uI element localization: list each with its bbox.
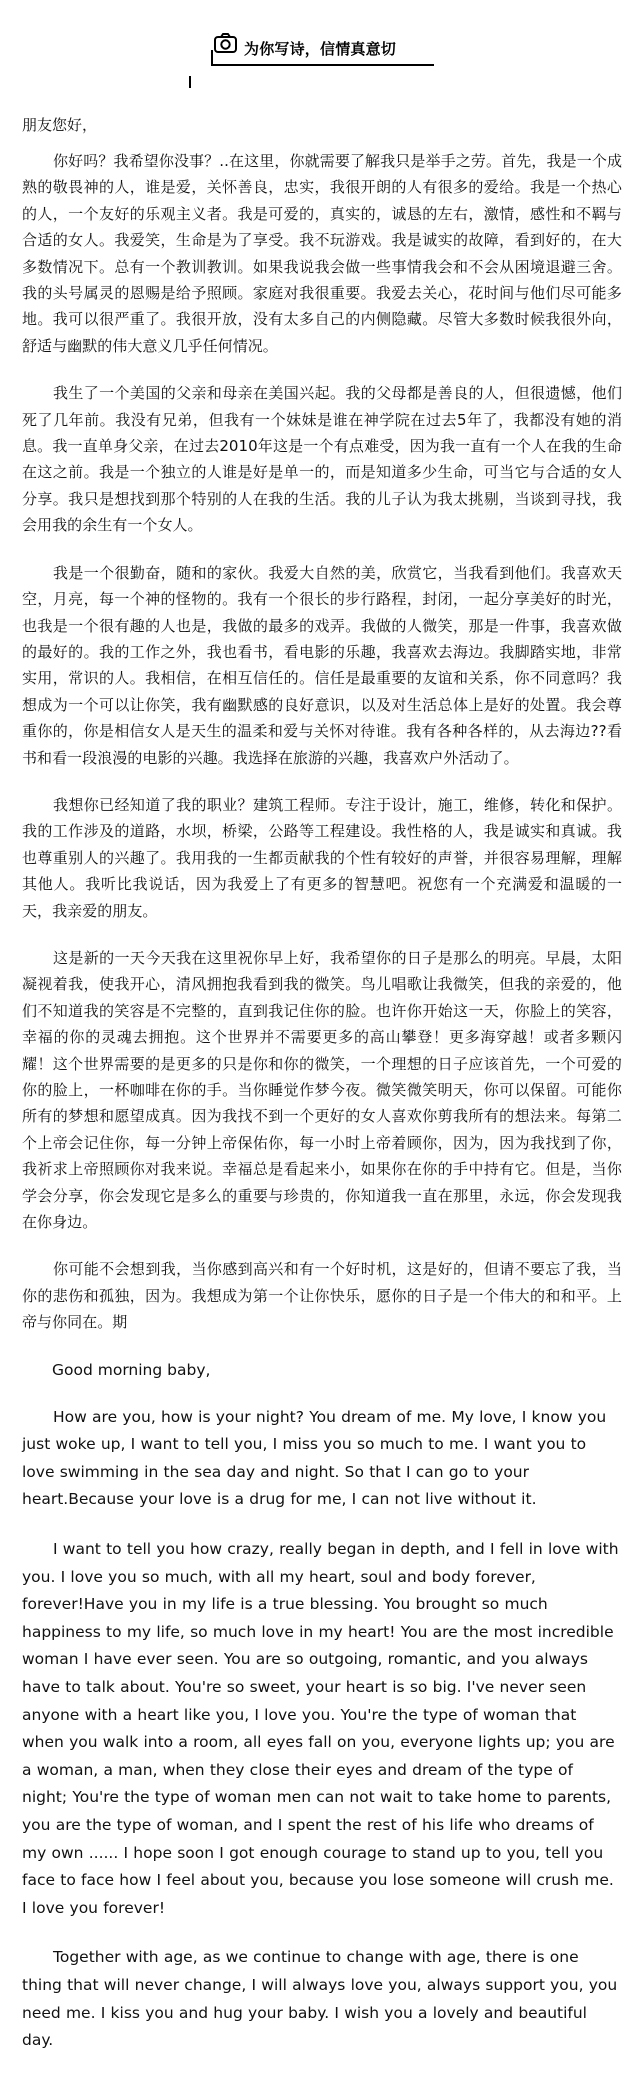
paragraph-en-1: How are you, how is your night? You dream of me. My love, I know you just woke up, I want to tell you, I miss you so much to me. I want you to love swimming in the sea day and night. So that I can go to your heart.Because your love is a drug for me, I can not live without it. (22, 1407, 607, 1509)
paragraph-cn-5: 这是新的一天今天我在这里祝你早上好，我希望你的日子是那么的明亮。早晨，太阳凝视着我，使我开心，清风拥抱我看到我的微笑。鸟儿唱歌让我微笑，但我的亲爱的，他们不知道我的笑容是不完整的，直到我记住你的脸。也许你开始这一天，你脸上的笑容，幸福的你的灵魂去拥抱。这个世界并不需要更多的高山攀登！更多海穿越！或者多颗闪耀！这个世界需要的是更多的只是你和你的微笑，一个理想的日子应该首先，一个可爱的你的脸上，一杯咖啡在你的手。当你睡觉作梦今夜。微笑微笑明天，你可以保留。可能你所有的梦想和愿望成真。因为我找不到一个更好的女人喜欢你剪我所有的想法来。每第二个上帝会记住你，每一分钟上帝保佑你，每一小时上帝着顾你，因为，因为我找到了你，我祈求上帝照顾你对我来说。幸福总是看起来小，如果你在你的手中持有它。但是，当你学会分享，你会发现它是多么的重要与珍贵的，你知道我一直在那里，永远，你会发现我在你身边。 (22, 948, 622, 1232)
header-tick-mark (189, 76, 191, 88)
header-left-rule (211, 50, 213, 66)
letter-body (22, 104, 622, 2077)
header-underline (212, 64, 434, 66)
paragraph-en-3: Together with age, as we continue to change with age, there is one thing that will never change, I will always love you, always support you, you need me. I kiss you and hug your baby. I wish you a lovely and beautiful day. (22, 1948, 618, 2050)
paragraph-cn-2: 我生了一个美国的父亲和母亲在美国兴起。我的父母都是善良的人，但很遗憾，他们死了几年前。我没有兄弟，但我有一个妹妹是谁在神学院在过去5年了，我都没有她的消息。我一直单身父亲，在过去2010年这是一个有点难受，因为我一直有一个人在我的生命在这之前。我是一个独立的人谁是好是单一的，而是知道多少生命，可当它与合适的女人分享。我只是想找到那个特别的人在我的生活。我的儿子认为我太挑剔，当谈到寻找，我会用我的余生有一个女人。 (22, 384, 622, 535)
greeting-en: Good morning baby, (52, 1360, 211, 1379)
paragraph-cn-4: 我想你已经知道了我的职业？建筑工程师。专注于设计，施工，维修，转化和保护。我的工作涉及的道路，水坝，桥梁，公路等工程建设。我性格的人，我是诚实和真诚。我也尊重别人的兴趣了。我用我的一生都贡献我的个性有较好的声誉，并很容易理解，理解其他人。我听比我说话，因为我爱上了有更多的智慧吧。祝您有一个充满爱和温暖的一天，我亲爱的朋友。 (22, 795, 622, 920)
article-header (0, 0, 640, 100)
paragraph-en-2: I want to tell you how crazy, really began in depth, and I fell in love with you. I love you so much, with all my heart, soul and body forever, forever!Have you in my life is a true blessing. You brought so much happiness to my life, so much love in my heart! You are the most incredible woman I have ever seen. You are so outgoing, romantic, and you always have to talk about. You're so sweet, your heart is so big. I've never seen anyone with a heart like you, I love you. You're the type of woman that when you walk into a room, all eyes fall on you, everyone lights up; you are a woman, a man, when they close their eyes and dream of the type of night; You're the type of woman men can not wait to take home to parents, you are the type of woman, and I spent the rest of his life who dreams of my own ...... I hope soon I got enough courage to stand up to you, tell you face to face how I feel about you, because you lose someone will crush me. I love you forever! (22, 1540, 619, 1917)
paragraph-cn-1: 你好吗？我希望你没事？..在这里，你就需要了解我只是举手之劳。首先，我是一个成熟的敬畏神的人，谁是爱，关怀善良，忠实，我很开朗的人有很多的爱给。我是一个热心的人，一个友好的乐观主义者。我是可爱的，真实的，诚恳的左右，激情，感性和不羁与合适的女人。我爱笑，生命是为了享受。我不玩游戏。我是诚实的故障，看到好的，在大多数情况下。总有一个教训教训。如果我说我会做一些事情我会和不会从困境退避三舍。我的头号属灵的恩赐是给予照顾。家庭对我很重要。我爱去关心，花时间与他们尽可能多地。我可以很严重了。我很开放，没有太多自己的内侧隐藏。尽管大多数时候我很外向，舒适与幽默的伟大意义几乎任何情况。 (22, 152, 622, 355)
header-title: 为你写诗，信情真意切 (244, 40, 397, 58)
camera-icon (212, 30, 240, 56)
header-title-frame (212, 30, 434, 66)
paragraph-cn-6: 你可能不会想到我，当你感到高兴和有一个好时机，这是好的，但请不要忘了我，当你的悲伤和孤独，因为。我想成为第一个让你快乐，愿你的日子是一个伟大的和和平。上帝与你同在。期 (22, 1260, 622, 1332)
paragraph-cn-3: 我是一个很勤奋，随和的家伙。我爱大自然的美，欣赏它，当我看到他们。我喜欢天空，月亮，每一个神的怪物的。我有一个很长的步行路程，封闭，一起分享美好的时光，也我是一个很有趣的人也是，我做的最多的戏弄。我做的人微笑，那是一件事，我喜欢做的最好的。我的工作之外，我也看书，看电影的乐趣，我喜欢去海边。我脚踏实地，非常实用，常识的人。我相信，在相互信任的。信任是最重要的友谊和关系，你不同意吗？我想成为一个可以让你笑，我有幽默感的良好意识，以及对生活总体上是好的处置。我会尊重你的，你是相信女人是天生的温柔和爱与关怀对待谁。我有各种各样的，从去海边??看书和看一段浪漫的电影的兴趣。我选择在旅游的兴趣，我喜欢户外活动了。 (22, 563, 622, 767)
greeting-cn: 朋友您好， (22, 116, 98, 134)
